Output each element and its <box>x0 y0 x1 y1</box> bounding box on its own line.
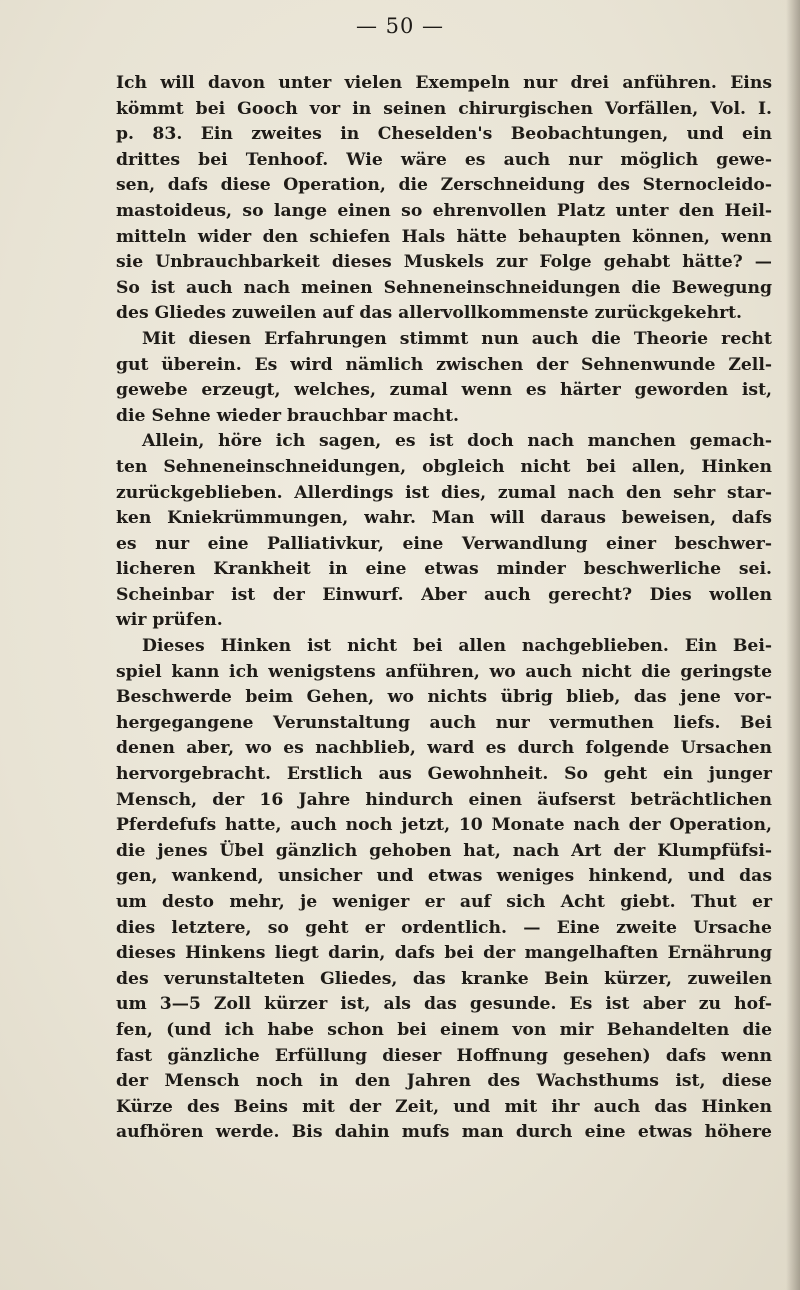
text-line: mastoideus, so lange einen so ehrenvollen Platz unter den Heil- <box>116 200 772 221</box>
text-line: Scheinbar ist der Einwurf. Aber auch gerecht? Dies wollen <box>116 584 772 605</box>
text-line: dieses Hinkens liegt darin, dafs bei der mangelhaften Ernährung <box>116 943 772 964</box>
text-line: gut überein. Es wird nämlich zwischen der Sehnenwunde Zell- <box>116 354 772 375</box>
text-line: hergegangene Verunstaltung auch nur vermuthen liefs. Bei <box>116 712 772 733</box>
text-line: zurückgeblieben. Allerdings ist dies, zumal nach den sehr star- <box>116 482 772 503</box>
text-line: Mensch, der 16 Jahre hindurch einen äufserst beträchtlichen <box>116 789 772 810</box>
text-line: sen, dafs diese Operation, die Zerschneidung des Sternocleido- <box>116 175 772 196</box>
body-text <box>116 71 772 1146</box>
text-line: ten Sehneneinschneidungen, obgleich nicht bei allen, Hinken <box>116 456 772 477</box>
text-line: Allein, höre ich sagen, es ist doch nach manchen gemach- <box>142 431 772 452</box>
text-line: drittes bei Tenhoof. Wie wäre es auch nur möglich gewe- <box>116 149 772 170</box>
text-line: wir prüfen. <box>116 610 223 631</box>
text-line: der Mensch noch in den Jahren des Wachsthums ist, diese <box>116 1071 772 1092</box>
text-line: um desto mehr, je weniger er auf sich Acht giebt. Thut er <box>116 892 772 912</box>
page-number: — 50 — <box>355 14 445 38</box>
text-line: die Sehne wieder brauchbar macht. <box>116 405 460 426</box>
text-line: des verunstalteten Gliedes, das kranke Bein kürzer, zuweilen <box>116 968 772 989</box>
text-line: es nur eine Palliativkur, eine Verwandlung einer beschwer- <box>116 533 772 554</box>
text-line: fen, (und ich habe schon bei einem von mir Behandelten die <box>116 1019 772 1040</box>
text-line: die jenes Übel gänzlich gehoben hat, nach Art der Klumpfüfsi- <box>116 840 772 861</box>
text-line: kömmt bei Gooch vor in seinen chirurgischen Vorfällen, Vol. I. <box>116 98 772 119</box>
text-line: Dieses Hinken ist nicht bei allen nachgeblieben. Ein Bei- <box>142 636 772 657</box>
text-line: Beschwerde beim Gehen, wo nichts übrig blieb, das jene vor- <box>116 687 772 708</box>
text-line: Ich will davon unter vielen Exempeln nur drei anführen. Eins <box>116 73 772 93</box>
text-line: Kürze des Beins mit der Zeit, und mit ihr auch das Hinken <box>116 1096 772 1117</box>
text-line: sie Unbrauchbarkeit dieses Muskels zur Folge gehabt hätte? — <box>116 252 772 273</box>
page-edge-shadow <box>786 0 800 1290</box>
text-line: mitteln wider den schiefen Hals hätte behaupten können, wenn <box>116 226 772 247</box>
text-line: gewebe erzeugt, welches, zumal wenn es härter geworden ist, <box>116 380 772 401</box>
text-line: hervorgebracht. Erstlich aus Gewohnheit. So geht ein junger <box>116 764 772 785</box>
text-line: licheren Krankheit in eine etwas minder beschwerliche sei. <box>116 559 772 580</box>
text-line: denen aber, wo es nachblieb, ward es durch folgende Ursachen <box>116 738 772 759</box>
text-line: um 3—5 Zoll kürzer ist, als das gesunde. Es ist aber zu hof- <box>116 994 772 1015</box>
text-line: aufhören werde. Bis dahin mufs man durch eine etwas höhere <box>116 1122 772 1143</box>
text-line: Pferdefufs hatte, auch noch jetzt, 10 Monate nach der Operation, <box>116 815 772 836</box>
text-line: gen, wankend, unsicher und etwas weniges hinkend, und das <box>116 866 772 887</box>
text-line: dies letztere, so geht er ordentlich. — Eine zweite Ursache <box>116 917 772 938</box>
text-line: p. 83. Ein zweites in Cheselden's Beobachtungen, und ein <box>116 124 772 145</box>
text-line: ken Kniekrümmungen, wahr. Man will daraus beweisen, dafs <box>116 508 772 529</box>
text-line: des Gliedes zuweilen auf das allervollkommenste zurückgekehrt. <box>116 303 743 324</box>
text-line: Mit diesen Erfahrungen stimmt nun auch die Theorie recht <box>142 328 772 349</box>
text-line: spiel kann ich wenigstens anführen, wo auch nicht die geringste <box>116 661 772 682</box>
text-line: So ist auch nach meinen Sehneneinschneidungen die Bewegung <box>116 277 772 298</box>
text-line: fast gänzliche Erfüllung dieser Hoffnung gesehen) dafs wenn <box>116 1045 772 1066</box>
